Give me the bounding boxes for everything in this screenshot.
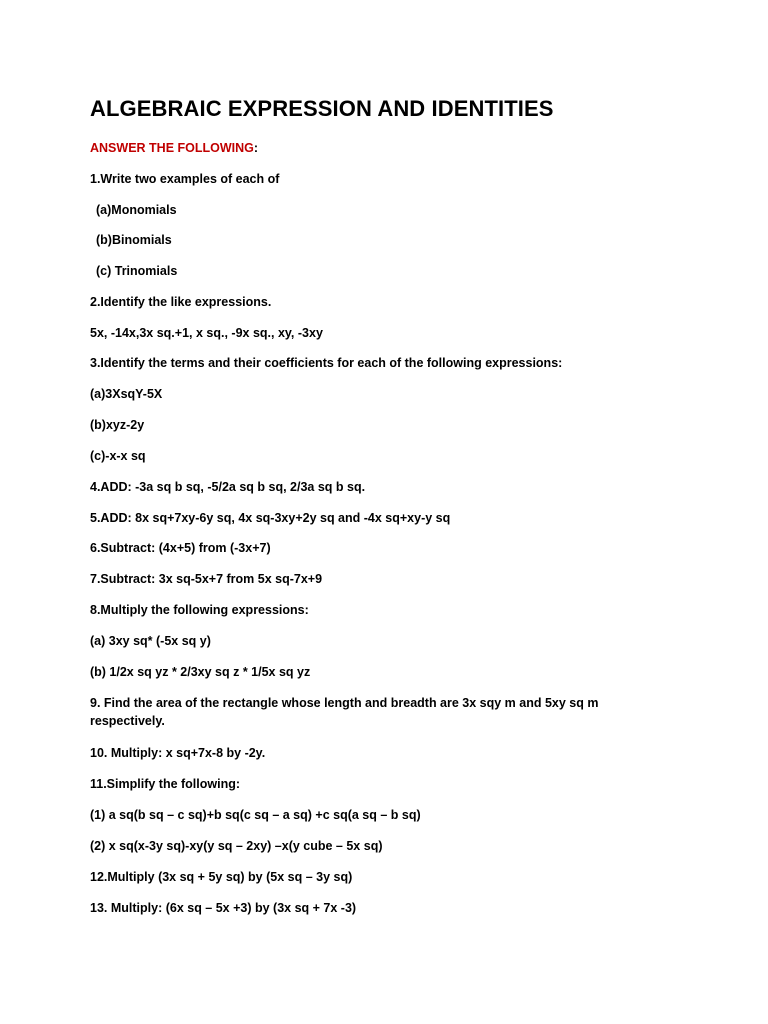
question-4: 4.ADD: -3a sq b sq, -5/2a sq b sq, 2/3a sq b sq.: [90, 480, 366, 494]
question-2-expressions: 5x, -14x,3x sq.+1, x sq., -9x sq., xy, -3xy: [90, 326, 323, 340]
instruction-line: [90, 139, 258, 157]
question-1: 1.Write two examples of each of: [90, 172, 280, 186]
instruction-label: ANSWER THE FOLLOWING: [90, 141, 254, 155]
question-1-part-a: (a)Monomials: [96, 203, 177, 217]
question-13: 13. Multiply: (6x sq – 5x +3) by (3x sq + 7x -3): [90, 901, 357, 915]
page-title: ALGEBRAIC EXPRESSION AND IDENTITIES: [90, 96, 554, 121]
question-3: 3.Identify the terms and their coefficients for each of the following expressions:: [90, 356, 563, 370]
question-11-part-2: (2) x sq(x-3y sq)-xy(y sq – 2xy) –x(y cube – 5x sq): [90, 839, 383, 853]
instruction-suffix: :: [253, 141, 259, 155]
question-11: 11.Simplify the following:: [90, 777, 241, 791]
question-12: 12.Multiply (3x sq + 5y sq) by (5x sq – 3y sq): [90, 870, 353, 884]
question-3-part-b: (b)xyz-2y: [90, 418, 145, 432]
question-2: 2.Identify the like expressions.: [90, 295, 272, 309]
question-1-part-c: (c) Trinomials: [96, 264, 178, 278]
question-8-part-b: (b) 1/2x sq yz * 2/3xy sq z * 1/5x sq yz: [90, 665, 311, 679]
question-6: 6.Subtract: (4x+5) from (-3x+7): [90, 541, 271, 555]
question-10: 10. Multiply: x sq+7x-8 by -2y.: [90, 746, 266, 760]
question-1-part-b: (b)Binomials: [96, 233, 172, 247]
question-11-part-1: (1) a sq(b sq – c sq)+b sq(c sq – a sq) +c sq(a sq – b sq): [90, 808, 421, 822]
question-3-part-c: (c)-x-x sq: [90, 449, 146, 463]
question-7: 7.Subtract: 3x sq-5x+7 from 5x sq-7x+9: [90, 572, 323, 586]
question-9: 9. Find the area of the rectangle whose length and breadth are 3x sqy m and 5xy sq m respectively.: [90, 696, 599, 728]
question-3-part-a: (a)3XsqY-5X: [90, 387, 163, 401]
question-8: 8.Multiply the following expressions:: [90, 603, 309, 617]
question-5: 5.ADD: 8x sq+7xy-6y sq, 4x sq-3xy+2y sq and -4x sq+xy-y sq: [90, 511, 451, 525]
question-8-part-a: (a) 3xy sq* (-5x sq y): [90, 634, 211, 648]
